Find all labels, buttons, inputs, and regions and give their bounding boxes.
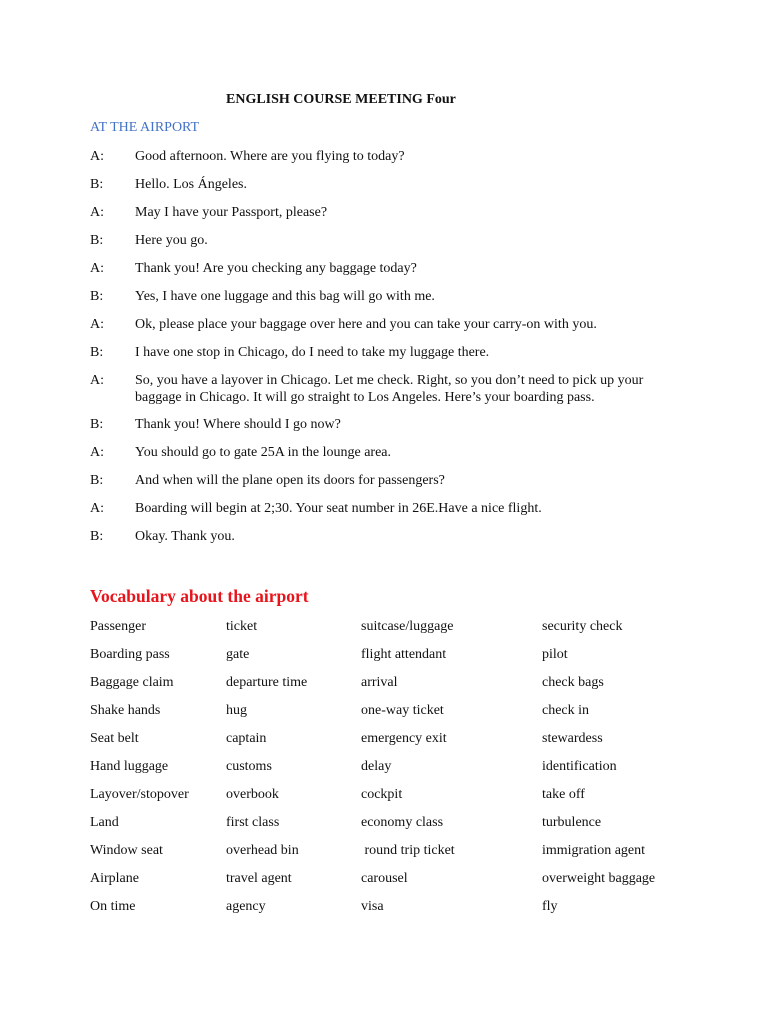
vocabulary-term: On time: [90, 899, 136, 914]
vocabulary-row: [90, 870, 690, 898]
utterance: Here you go.: [135, 233, 208, 248]
utterance: You should go to gate 25A in the lounge area.: [135, 445, 391, 460]
vocabulary-row: [90, 730, 690, 758]
dialogue-line: [90, 288, 670, 306]
speaker-label: B:: [90, 233, 104, 248]
vocabulary-heading: Vocabulary about the airport: [90, 586, 309, 606]
dialogue: [90, 148, 670, 556]
vocabulary-term: fly: [542, 899, 558, 914]
dialogue-line: [90, 260, 670, 278]
vocabulary-term: suitcase/luggage: [361, 619, 454, 634]
utterance: May I have your Passport, please?: [135, 205, 328, 220]
speaker-label: B:: [90, 417, 104, 432]
speaker-label: A:: [90, 205, 104, 220]
vocabulary-term: Layover/stopover: [90, 787, 189, 802]
dialogue-line: [90, 176, 670, 194]
utterance: Thank you! Where should I go now?: [135, 417, 341, 432]
vocabulary-term: arrival: [361, 675, 398, 690]
utterance: Hello. Los Ángeles.: [135, 177, 247, 192]
speaker-label: B:: [90, 529, 104, 544]
vocabulary-row: [90, 702, 690, 730]
vocabulary-term: hug: [226, 703, 247, 718]
vocabulary-term: agency: [226, 899, 266, 914]
vocabulary-row: [90, 674, 690, 702]
dialogue-line: [90, 148, 670, 166]
dialogue-line: [90, 344, 670, 362]
vocabulary-row: [90, 814, 690, 842]
vocabulary-table: [90, 618, 690, 926]
vocabulary-term: Hand luggage: [90, 759, 169, 774]
speaker-label: B:: [90, 177, 104, 192]
vocabulary-row: [90, 618, 690, 646]
vocabulary-term: flight attendant: [361, 647, 447, 662]
vocabulary-term: departure time: [226, 675, 308, 690]
vocabulary-term: customs: [226, 759, 272, 774]
dialogue-line: [90, 372, 670, 406]
vocabulary-term: gate: [226, 647, 250, 662]
vocabulary-term: first class: [226, 815, 280, 830]
vocabulary-term: Window seat: [90, 843, 163, 858]
vocabulary-term: check in: [542, 703, 590, 718]
vocabulary-term: Passenger: [90, 619, 146, 634]
page-title: ENGLISH COURSE MEETING Four: [226, 92, 456, 107]
vocabulary-term: Baggage claim: [90, 675, 174, 690]
vocabulary-term: ticket: [226, 619, 258, 634]
speaker-label: A:: [90, 373, 104, 388]
dialogue-line: [90, 316, 670, 334]
speaker-label: A:: [90, 149, 104, 164]
vocabulary-term: take off: [542, 787, 585, 802]
section-subtitle: AT THE AIRPORT: [90, 120, 200, 135]
vocabulary-term: turbulence: [542, 815, 602, 830]
vocabulary-term: captain: [226, 731, 267, 746]
utterance: Yes, I have one luggage and this bag will go with me.: [135, 289, 435, 304]
vocabulary-term: emergency exit: [361, 731, 447, 746]
vocabulary-term: Boarding pass: [90, 647, 170, 662]
utterance: I have one stop in Chicago, do I need to take my luggage there.: [135, 345, 490, 360]
utterance: So, you have a layover in Chicago. Let me check. Right, so you don’t need to pick up your baggage in Chicago. It will go straight to Los Angeles. Here’s your boarding pass.: [135, 373, 644, 405]
vocabulary-term: pilot: [542, 647, 568, 662]
vocabulary-term: carousel: [361, 871, 408, 886]
vocabulary-term: overhead bin: [226, 843, 299, 858]
speaker-label: A:: [90, 317, 104, 332]
vocabulary-term: identification: [542, 759, 617, 774]
utterance: Thank you! Are you checking any baggage today?: [135, 261, 417, 276]
vocabulary-term: Seat belt: [90, 731, 139, 746]
speaker-label: A:: [90, 261, 104, 276]
utterance: Okay. Thank you.: [135, 529, 235, 544]
speaker-label: A:: [90, 445, 104, 460]
vocabulary-term: security check: [542, 619, 623, 634]
dialogue-line: [90, 204, 670, 222]
vocabulary-row: [90, 786, 690, 814]
dialogue-line: [90, 500, 670, 518]
vocabulary-term: overbook: [226, 787, 279, 802]
speaker-label: B:: [90, 289, 104, 304]
speaker-label: B:: [90, 473, 104, 488]
vocabulary-term: Shake hands: [90, 703, 161, 718]
vocabulary-term: immigration agent: [542, 843, 646, 858]
utterance: Ok, please place your baggage over here and you can take your carry-on with you.: [135, 317, 597, 332]
dialogue-line: [90, 232, 670, 250]
dialogue-line: [90, 472, 670, 490]
dialogue-line: [90, 528, 670, 546]
utterance: Good afternoon. Where are you flying to today?: [135, 149, 405, 164]
dialogue-line: [90, 444, 670, 462]
vocabulary-term: round trip ticket: [361, 843, 455, 858]
speaker-label: B:: [90, 345, 104, 360]
vocabulary-row: [90, 842, 690, 870]
vocabulary-row: [90, 758, 690, 786]
vocabulary-term: one-way ticket: [361, 703, 444, 718]
vocabulary-term: Airplane: [90, 871, 139, 886]
vocabulary-term: stewardess: [542, 731, 603, 746]
dialogue-line: [90, 416, 670, 434]
vocabulary-row: [90, 646, 690, 674]
vocabulary-row: [90, 898, 690, 926]
vocabulary-term: travel agent: [226, 871, 292, 886]
vocabulary-term: delay: [361, 759, 392, 774]
utterance: And when will the plane open its doors for passengers?: [135, 473, 445, 488]
vocabulary-term: cockpit: [361, 787, 403, 802]
vocabulary-term: Land: [90, 815, 119, 830]
speaker-label: A:: [90, 501, 104, 516]
vocabulary-term: visa: [361, 899, 384, 914]
vocabulary-term: economy class: [361, 815, 444, 830]
vocabulary-term: overweight baggage: [542, 871, 656, 886]
vocabulary-term: check bags: [542, 675, 604, 690]
utterance: Boarding will begin at 2;30. Your seat number in 26E.Have a nice flight.: [135, 501, 542, 516]
